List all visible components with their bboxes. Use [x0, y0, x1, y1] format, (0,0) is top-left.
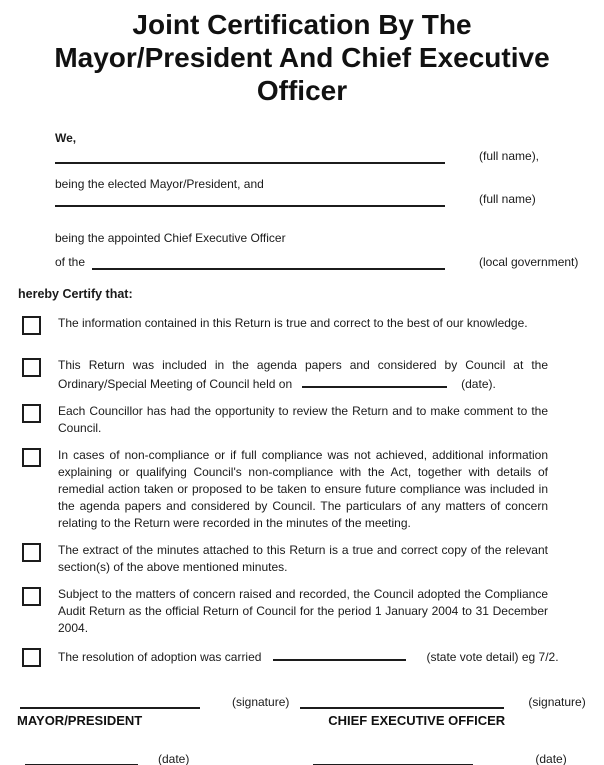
agenda-papers-checkbox[interactable] [22, 358, 41, 377]
certify-heading: hereby Certify that: [18, 287, 133, 301]
date-suffix-label: (date). [461, 377, 496, 391]
date-label-right: (date) [535, 752, 567, 765]
certification-text: The information contained in this Return is true and correct to the best of our knowledge. [58, 316, 528, 330]
council-adopted-checkbox[interactable] [22, 587, 41, 606]
of-the-label: of the [55, 255, 86, 269]
appointed-ceo-text: being the appointed Chief Executive Officer [55, 231, 286, 245]
full-name-1-label: (full name), [479, 149, 540, 163]
certification-item-non-compliance [22, 447, 604, 532]
certification-item-agenda-papers [22, 357, 604, 393]
signature-titles-row [17, 713, 596, 728]
signature-block [0, 691, 604, 765]
mayor-president-title: MAYOR/PRESIDENT [17, 713, 143, 728]
mayor-full-name-line[interactable] [55, 144, 445, 164]
certification-text-before-blank: This Return was included in the agenda papers and considered by Council at the Ordinary/Special Meeting of Council held on [58, 358, 548, 391]
signature-label-left: (signature) [232, 695, 290, 709]
meeting-date-fill-line[interactable] [302, 374, 447, 388]
mayor-full-name-row [55, 146, 594, 164]
local-government-line[interactable] [92, 244, 445, 270]
page-title: Joint Certification By The Mayor/President And Chief Executive Officer [54, 9, 550, 106]
ceo-date-line[interactable] [313, 748, 473, 765]
certification-item-minutes-extract [22, 542, 604, 576]
certification-text-before-blank: The resolution of adoption was carried [58, 650, 262, 664]
signature-label-right: (signature) [528, 695, 586, 709]
chief-executive-officer-title: CHIEF EXECUTIVE OFFICER [328, 713, 506, 728]
councillor-review-checkbox[interactable] [22, 404, 41, 423]
minutes-extract-checkbox[interactable] [22, 543, 41, 562]
certification-item-resolution-carried [22, 647, 604, 667]
information-true-checkbox[interactable] [22, 316, 41, 335]
intro-section [0, 131, 604, 302]
certification-item-information-true [22, 315, 604, 335]
date-label-left: (date) [158, 752, 190, 765]
local-government-row [55, 246, 594, 270]
ceo-full-name-line[interactable] [55, 190, 445, 207]
certification-item-council-adopted [22, 586, 604, 637]
date-row [25, 750, 596, 765]
certification-text: Each Councillor has had the opportunity to review the Return and to make comment to the Council. [58, 404, 548, 435]
signature-row [20, 691, 596, 709]
vote-detail-suffix-label: (state vote detail) eg 7/2. [426, 650, 559, 664]
vote-detail-fill-line[interactable] [273, 647, 406, 661]
ceo-signature-line[interactable] [300, 689, 504, 709]
certifications-list [0, 315, 604, 667]
mayor-signature-line[interactable] [20, 689, 200, 709]
certification-text: In cases of non-compliance or if full compliance was not achieved, additional information explaining or qualifying Council's non-compliance with the Act, together with details of remedial action taken or proposed to be taken to ensure future compliance was included in the agenda papers and considered by Council. The particulars of any matters of concern relating to the Return were recorded in the minutes of the meeting. [58, 448, 548, 530]
mayor-date-line[interactable] [25, 748, 138, 765]
certification-text: The extract of the minutes attached to this Return is a true and correct copy of the relevant section(s) of the above mentioned minutes. [58, 543, 548, 574]
non-compliance-checkbox[interactable] [22, 448, 41, 467]
ceo-full-name-row [55, 192, 594, 207]
resolution-carried-checkbox[interactable] [22, 648, 41, 667]
certification-text [58, 647, 559, 666]
certification-text: Subject to the matters of concern raised and recorded, the Council adopted the Compliance Audit Return as the official Return of Council for the period 1 January 2004 to 31 December 2004. [58, 587, 548, 635]
we-label: We, [55, 131, 77, 145]
local-government-label: (local government) [479, 255, 579, 269]
certification-item-councillor-review [22, 403, 604, 437]
certification-text [58, 357, 548, 393]
elected-mayor-text: being the elected Mayor/President, and [55, 177, 264, 191]
full-name-2-label: (full name) [479, 192, 536, 206]
